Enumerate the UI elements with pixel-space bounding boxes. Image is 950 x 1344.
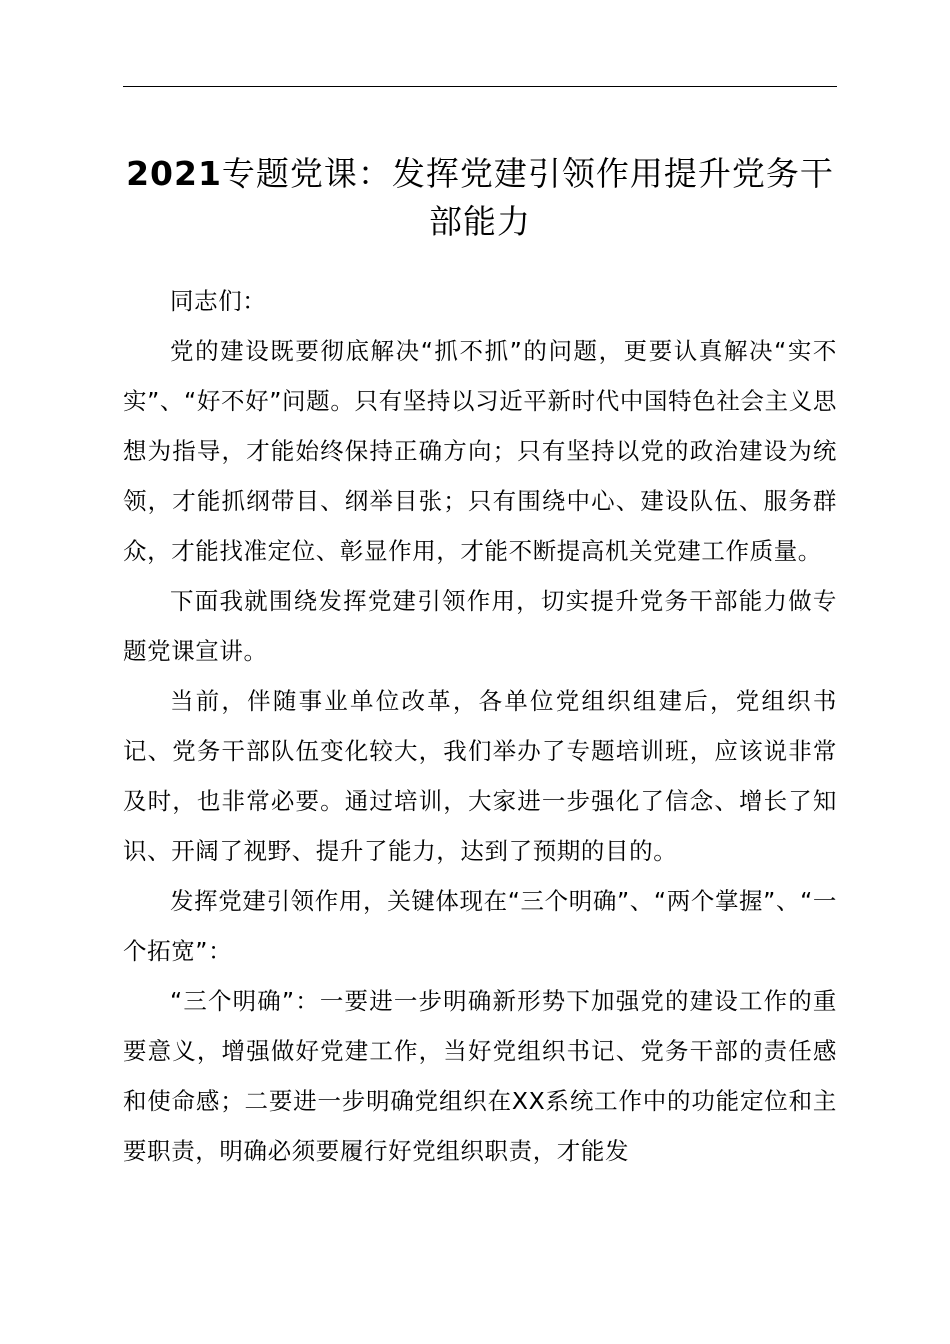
header-rule bbox=[123, 86, 837, 87]
paragraph-5: “三个明确”：一要进一步明确新形势下加强党的建设工作的重要意义，增强做好党建工作，当好党组织书记、党务干部的责任感和使命感；二要进一步明确党组织在XX系统工作中的功能定位和主要职责，明确必须要履行好党组织职责，才能发 bbox=[123, 987, 837, 1165]
title-text: 专题党课：发挥党建引领作用提升党务干部能力 bbox=[221, 154, 834, 241]
salutation: 同志们： bbox=[170, 287, 267, 315]
paragraph-3: 当前，伴随事业单位改革，各单位党组织组建后，党组织书记、党务干部队伍变化较大，我们举办了专题培训班，应该说非常及时，也非常必要。通过培训，大家进一步强化了信念、增长了知识、开阔了视野、提升了能力，达到了预期的目的。 bbox=[123, 687, 837, 865]
paragraph-1: 党的建设既要彻底解决“抓不抓”的问题，更要认真解决“实不实”、“好不好”问题。只有坚持以习近平新时代中国特色社会主义思想为指导，才能始终保持正确方向；只有坚持以党的政治建设为统领，才能抓纲带目、纲举目张；只有围绕中心、建设队伍、服务群众，才能找准定位、彰显作用，才能不断提高机关党建工作质量。 bbox=[123, 337, 837, 565]
paragraph-4: 发挥党建引领作用，关键体现在“三个明确”、“两个掌握”、“一个拓宽”： bbox=[123, 887, 837, 965]
document-title bbox=[115, 150, 845, 246]
paragraph-2: 下面我就围绕发挥党建引领作用，切实提升党务干部能力做专题党课宣讲。 bbox=[123, 587, 837, 665]
document-body bbox=[123, 276, 837, 1176]
title-year: 2021 bbox=[126, 154, 222, 193]
